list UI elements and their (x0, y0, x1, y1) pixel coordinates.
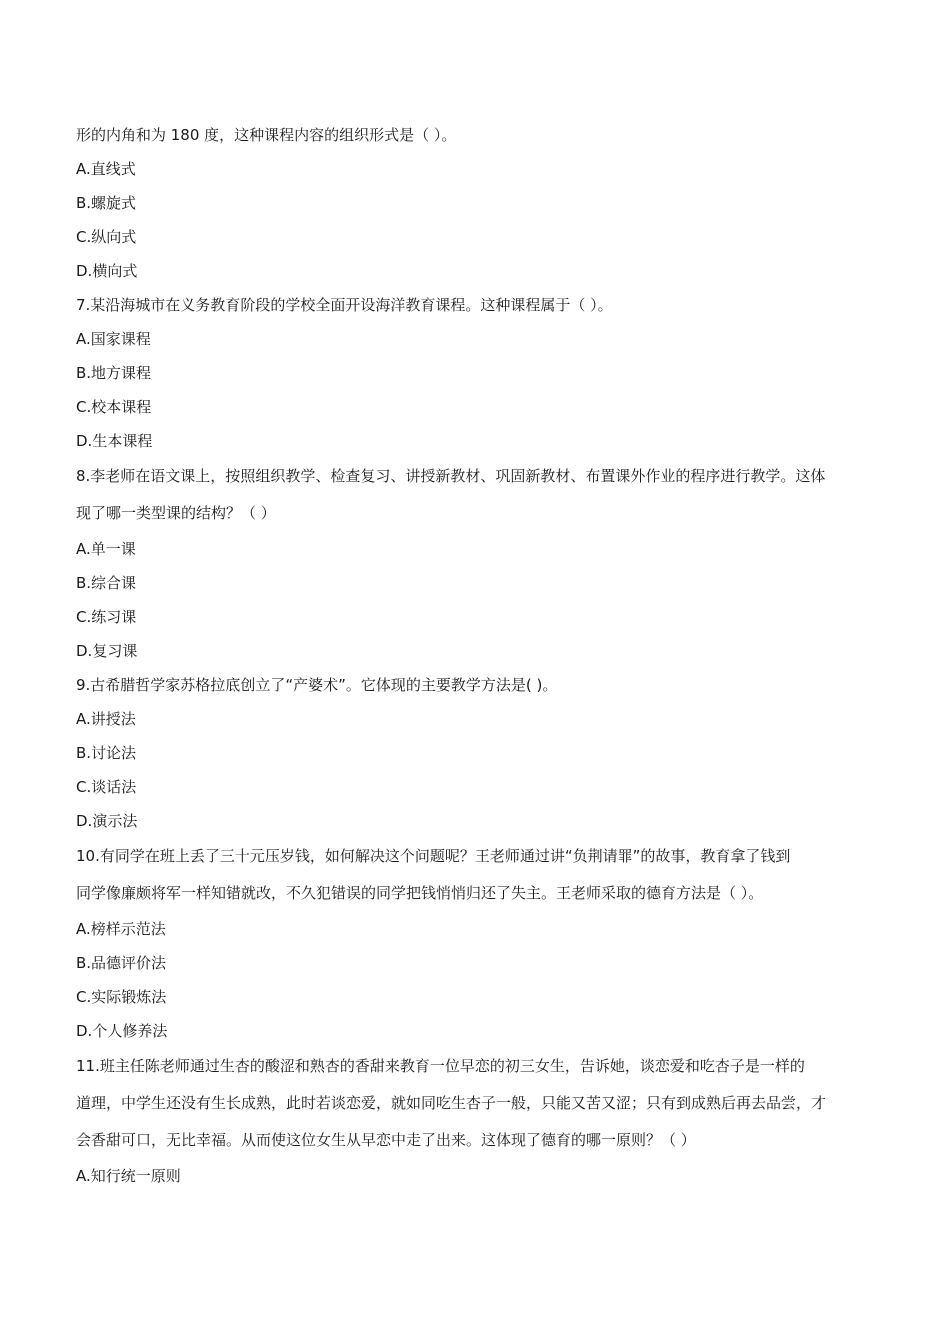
option-a: A.国家课程 (76, 330, 151, 348)
option-d: D.复习课 (76, 642, 138, 660)
question-10 (76, 838, 886, 1048)
question-text: 10.有同学在班上丢了三十元压岁钱，如何解决这个问题呢？王老师通过讲“负荆请罪”的故事，教育拿了钱到 (76, 847, 791, 865)
question-6-continuation (76, 118, 886, 288)
option-a: A.知行统一原则 (76, 1167, 181, 1185)
question-11 (76, 1048, 886, 1193)
option-d: D.个人修养法 (76, 1022, 168, 1040)
option-a: A.单一课 (76, 540, 136, 558)
option-a: A.讲授法 (76, 710, 136, 728)
question-text: 8.李老师在语文课上，按照组织教学、检查复习、讲授新教材、巩固新教材、布置课外作业的程序进行教学。这体 (76, 467, 826, 485)
option-b: B.地方课程 (76, 364, 152, 382)
option-b: B.品德评价法 (76, 954, 167, 972)
question-8 (76, 458, 886, 668)
option-c: C.实际锻炼法 (76, 988, 167, 1006)
question-7 (76, 288, 886, 458)
question-text: 道理，中学生还没有生长成熟，此时若谈恋爱，就如同吃生杏子一般，只能又苦又涩；只有到成熟后再去品尝，才 (76, 1094, 827, 1112)
option-a: A.直线式 (76, 160, 136, 178)
option-b: B.讨论法 (76, 744, 137, 762)
question-text: 同学像廉颇将军一样知错就改，不久犯错误的同学把钱悄悄归还了失主。王老师采取的德育方法是（ ）。 (76, 884, 764, 902)
question-text: 会香甜可口，无比幸福。从而使这位女生从早恋中走了出来。这体现了德育的哪一原则？（ ） (76, 1131, 696, 1149)
question-text: 11.班主任陈老师通过生杏的酸涩和熟杏的香甜来教育一位早恋的初三女生，告诉她，谈恋爱和吃杏子是一样的 (76, 1057, 805, 1075)
option-c: C.谈话法 (76, 778, 137, 796)
question-9 (76, 668, 886, 838)
option-b: B.螺旋式 (76, 194, 137, 212)
option-b: B.综合课 (76, 574, 137, 592)
option-d: D.横向式 (76, 262, 138, 280)
question-text: 现了哪一类型课的结构？（ ） (76, 504, 276, 522)
option-d: D.生本课程 (76, 432, 153, 450)
question-text: 7.某沿海城市在义务教育阶段的学校全面开设海洋教育课程。这种课程属于（ ）。 (76, 296, 613, 314)
option-c: C.练习课 (76, 608, 137, 626)
option-c: C.校本课程 (76, 398, 152, 416)
question-text: 9.古希腊哲学家苏格拉底创立了“产婆术”。它体现的主要教学方法是( )。 (76, 676, 558, 694)
question-text: 形的内角和为 180 度，这种课程内容的组织形式是（ ）。 (76, 126, 457, 144)
option-a: A.榜样示范法 (76, 920, 166, 938)
option-d: D.演示法 (76, 812, 138, 830)
option-c: C.纵向式 (76, 228, 137, 246)
document-page (76, 118, 886, 1193)
